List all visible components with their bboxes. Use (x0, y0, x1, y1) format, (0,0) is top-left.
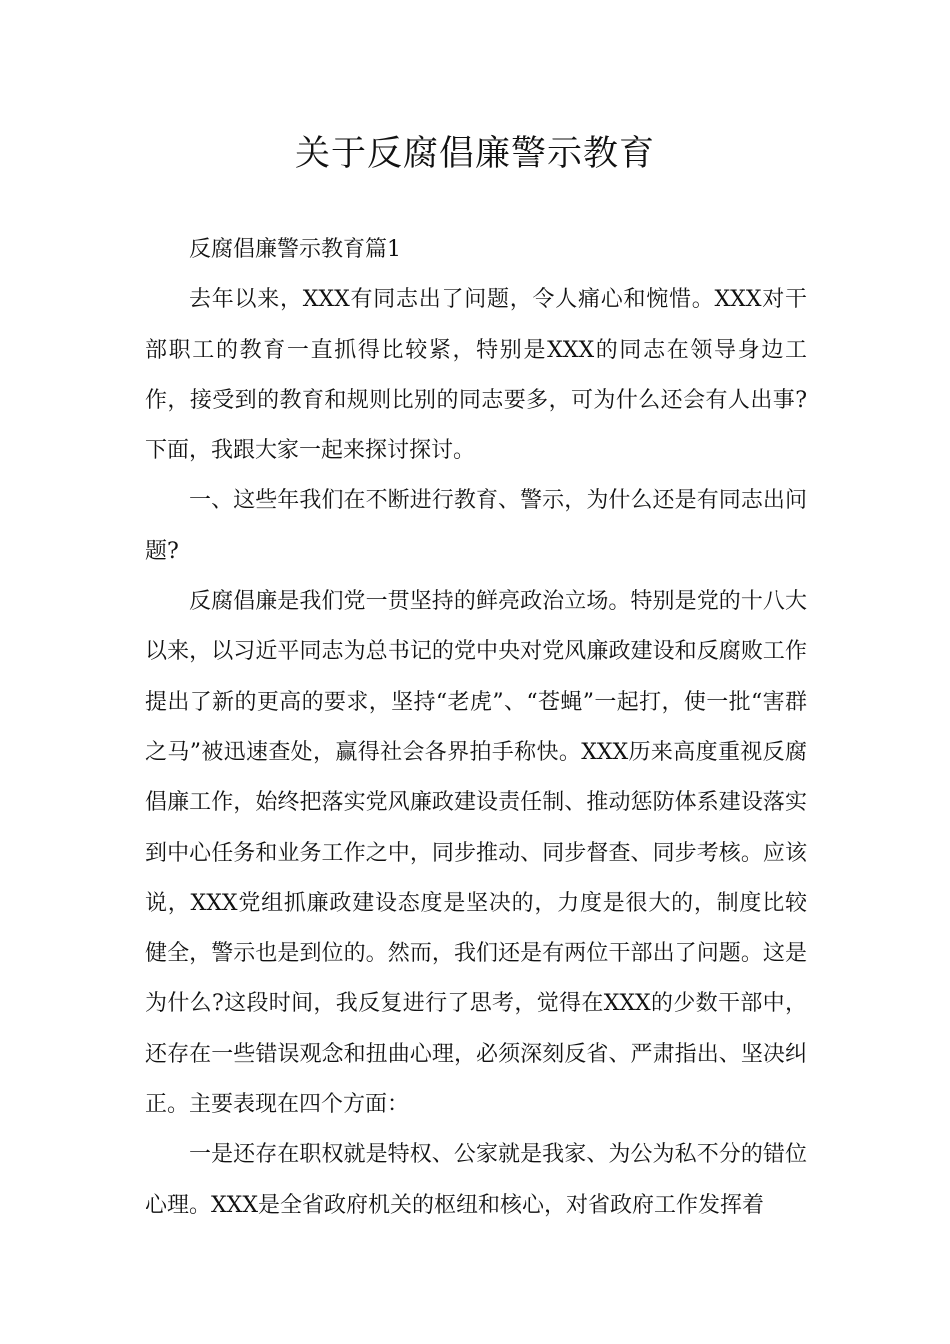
body-paragraph: 一是还存在职权就是特权、公家就是我家、为公为私不分的错位心理。XXX是全省政府机关的枢纽和核心，对省政府工作发挥着 (145, 1142, 807, 1218)
body-paragraph: 去年以来，XXX有同志出了问题，令人痛心和惋惜。XXX对干部职工的教育一直抓得比较紧，特别是XXX的同志在领导身边工作，接受到的教育和规则比别的同志要多，可为什么还会有人出事?下面，我跟大家一起来探讨探讨。 (145, 287, 807, 464)
body-paragraph: 一、这些年我们在不断进行教育、警示，为什么还是有同志出问题? (145, 488, 807, 564)
body-paragraph: 反腐倡廉是我们党一贯坚持的鲜亮政治立场。特别是党的十八大以来，以习近平同志为总书记的党中央对党风廉政建设和反腐败工作提出了新的更高的要求，坚持“老虎”、“苍蝇”一起打，使一批“害群之马”被迅速查处，赢得社会各界拍手称快。XXX历来高度重视反腐倡廉工作，始终把落实党风廉政建设责任制、推动惩防体系建设落实到中心任务和业务工作之中，同步推动、同步督查、同步考核。应该说，XXX党组抓廉政建设态度是坚决的，力度是很大的，制度比较健全，警示也是到位的。然而，我们还是有两位干部出了问题。这是为什么?这段时间，我反复进行了思考，觉得在XXX的少数干部中，还存在一些错误观念和扭曲心理，必须深刻反省、严肃指出、坚决纠正。主要表现在四个方面： (145, 589, 807, 1118)
document-title: 关于反腐倡廉警示教育 (294, 134, 655, 174)
document-body (145, 225, 807, 1231)
section-heading: 反腐倡廉警示教育篇1 (189, 237, 401, 262)
